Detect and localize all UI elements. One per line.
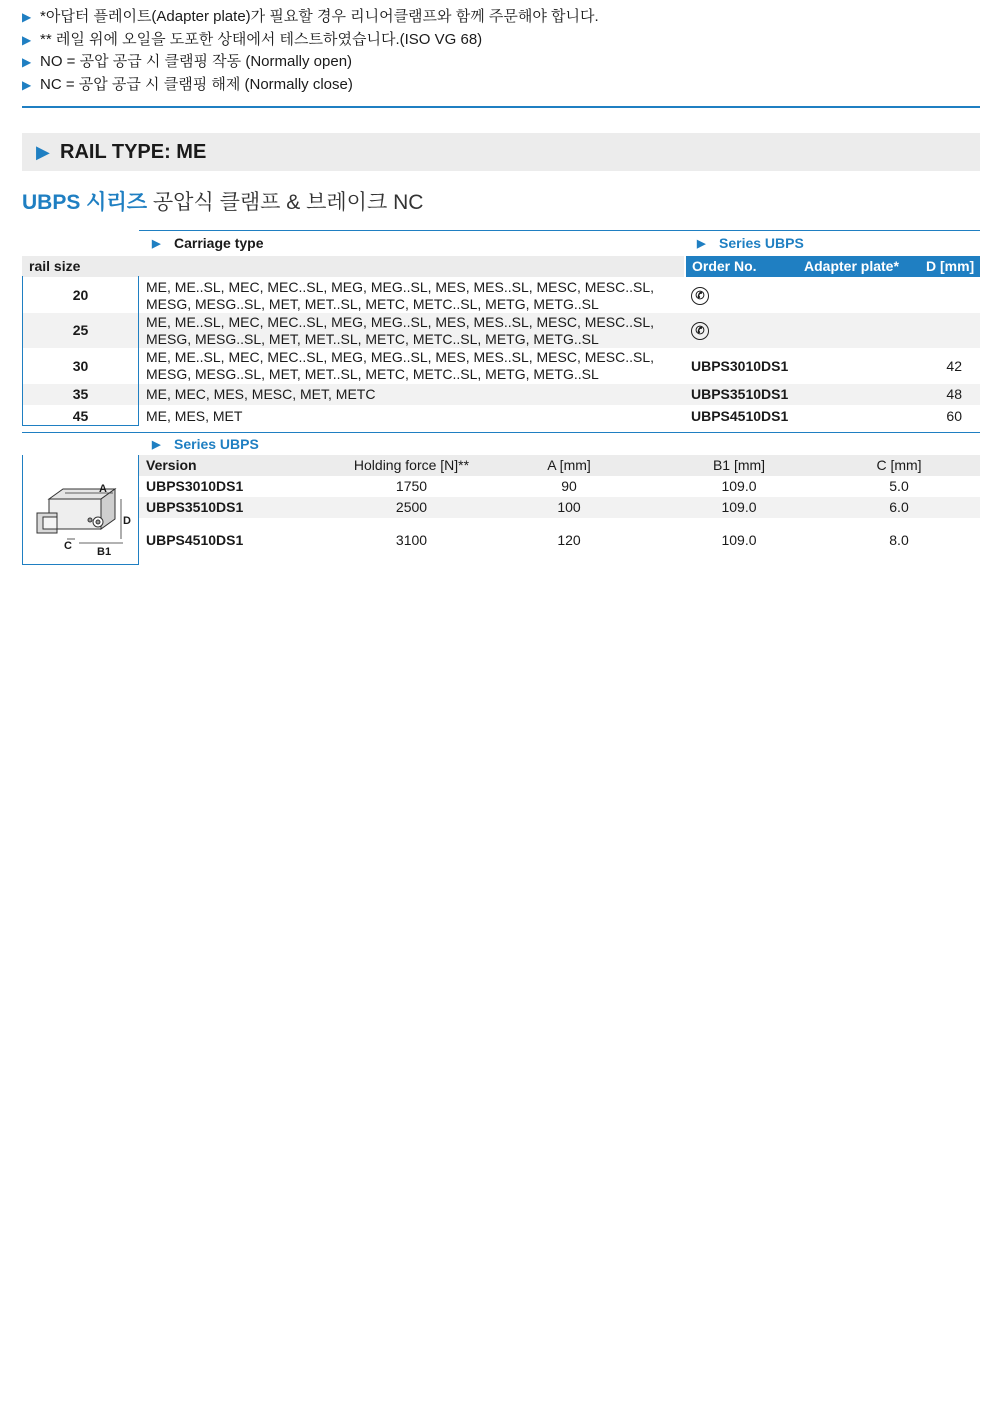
carriage-cell: ME, MES, MET xyxy=(146,408,243,424)
table-row xyxy=(22,405,980,426)
version-header: Version xyxy=(146,457,197,473)
carriage-cell: ME, ME..SL, MEC, MEC..SL, MEG, MEG..SL, MES, MES..SL, MESC, MESC..SL, MESG, MESG..SL, MET, MET..SL, METC, METC..SL, METG, METG..SL xyxy=(146,314,654,347)
b1-cell: 109.0 xyxy=(721,478,757,494)
triangle-bullet-icon: ▶ xyxy=(152,237,161,250)
a-cell: 100 xyxy=(557,499,581,515)
order-no-cell: UBPS3010DS1 xyxy=(691,358,789,374)
triangle-bullet-icon: ▶ xyxy=(22,10,32,24)
dim-a-label: A xyxy=(99,483,107,495)
clamp-body-drawing xyxy=(37,489,115,533)
c-header: C [mm] xyxy=(876,457,922,473)
rail-type-label: RAIL TYPE: ME xyxy=(60,140,207,163)
table-row xyxy=(22,384,980,405)
triangle-bullet-icon: ▶ xyxy=(22,32,32,47)
rail-size-cell: 20 xyxy=(72,287,89,303)
dim-d-label: D xyxy=(123,515,131,527)
table-row xyxy=(139,497,980,518)
table-row xyxy=(139,476,980,497)
note-item xyxy=(22,74,980,97)
divider xyxy=(22,432,980,433)
note-text: NO = 공압 공급 시 클램핑 작동 (Normally open) xyxy=(40,53,353,70)
divider xyxy=(139,230,980,231)
order-header-bar xyxy=(686,256,980,277)
rail-size-cell: 45 xyxy=(72,408,89,424)
d-cell: 60 xyxy=(946,408,962,424)
rail-type-banner xyxy=(22,133,980,171)
title-series: UBPS 시리즈 xyxy=(22,191,148,214)
rail-size-cell: 30 xyxy=(72,358,89,374)
dim-b1-label: B1 xyxy=(97,546,112,558)
c-cell: 5.0 xyxy=(889,478,909,494)
triangle-bullet-icon: ▶ xyxy=(22,55,32,69)
order-no-cell: UBPS4510DS1 xyxy=(691,408,789,424)
rail-size-column-frame xyxy=(22,276,139,426)
rail-size-header xyxy=(22,256,684,277)
phone-icon: ✆ xyxy=(691,322,709,340)
holding-force-cell: 2500 xyxy=(395,499,428,515)
order-no-header: Order No. xyxy=(692,258,757,274)
series-header-label: Series UBPS xyxy=(719,235,804,251)
b1-cell: 109.0 xyxy=(721,532,757,548)
series-header-2-label: Series UBPS xyxy=(174,436,259,452)
c-cell: 6.0 xyxy=(889,499,909,515)
carriage-cell: ME, MEC, MES, MESC, MET, METC xyxy=(146,386,376,402)
holding-force-cell: 1750 xyxy=(395,478,428,494)
clamp-diagram xyxy=(23,455,138,563)
a-cell: 120 xyxy=(557,532,581,548)
note-item xyxy=(22,51,980,74)
version-cell: UBPS4510DS1 xyxy=(146,532,244,548)
version-cell: UBPS3510DS1 xyxy=(146,499,244,515)
divider xyxy=(22,106,980,108)
carriage-type-header xyxy=(152,235,263,251)
page-title xyxy=(22,186,423,216)
series-header-2 xyxy=(152,436,259,452)
order-no-cell: UBPS3510DS1 xyxy=(691,386,789,402)
c-cell: 8.0 xyxy=(889,532,909,548)
holding-force-header: Holding force [N]** xyxy=(353,457,470,473)
rail-size-cell: 25 xyxy=(72,322,89,338)
notes-list xyxy=(22,6,980,96)
version-cell: UBPS3010DS1 xyxy=(146,478,244,494)
carriage-type-header-label: Carriage type xyxy=(174,235,264,251)
note-text: *아답터 플레이트(Adapter plate)가 필요할 경우 리니어클램프와 함께 주문해야 합니다. xyxy=(40,8,599,25)
series-header xyxy=(697,235,804,251)
carriage-cell: ME, ME..SL, MEC, MEC..SL, MEG, MEG..SL, MES, MES..SL, MESC, MESC..SL, MESG, MESG..SL, MET, MET..SL, METC, METC..SL, METG, METG..SL xyxy=(146,279,654,312)
d-cell: 42 xyxy=(946,358,962,374)
note-item xyxy=(22,29,980,52)
title-description: 공압식 클램프 & 브레이크 NC xyxy=(147,191,424,214)
table-row xyxy=(22,278,980,313)
adapter-plate-header: Adapter plate* xyxy=(804,258,899,274)
triangle-bullet-icon: ▶ xyxy=(22,77,32,92)
triangle-bullet-icon: ▶ xyxy=(697,237,706,250)
b1-cell: 109.0 xyxy=(721,499,757,515)
note-item xyxy=(22,6,980,29)
rail-size-label: rail size xyxy=(29,258,81,274)
carriage-cell: ME, ME..SL, MEC, MEC..SL, MEG, MEG..SL, MES, MES..SL, MESC, MESC..SL, MESG, MESG..SL, MET, MET..SL, METC, METC..SL, METG, METG..SL xyxy=(146,349,654,382)
a-cell: 90 xyxy=(561,478,577,494)
rail-size-cell: 35 xyxy=(72,386,89,402)
d-cell: 48 xyxy=(946,386,962,402)
table-row xyxy=(139,530,980,551)
diagram-frame xyxy=(22,455,139,565)
dimensions-header xyxy=(139,455,980,476)
holding-force-cell: 3100 xyxy=(395,532,428,548)
dim-c-label: C xyxy=(64,540,72,552)
triangle-bullet-icon: ▶ xyxy=(152,438,161,451)
note-text: ** 레일 위에 오일을 도포한 상태에서 테스트하였습니다.(ISO VG 68) xyxy=(40,30,483,48)
table-row xyxy=(22,313,980,348)
note-text: NC = 공압 공급 시 클램핑 해제 (Normally close) xyxy=(40,75,353,93)
table-row xyxy=(22,348,980,384)
triangle-bullet-icon: ▶ xyxy=(36,141,50,162)
phone-icon: ✆ xyxy=(691,287,709,305)
d-header: D [mm] xyxy=(926,258,975,274)
a-header: A [mm] xyxy=(547,457,591,473)
b1-header: B1 [mm] xyxy=(712,457,766,473)
